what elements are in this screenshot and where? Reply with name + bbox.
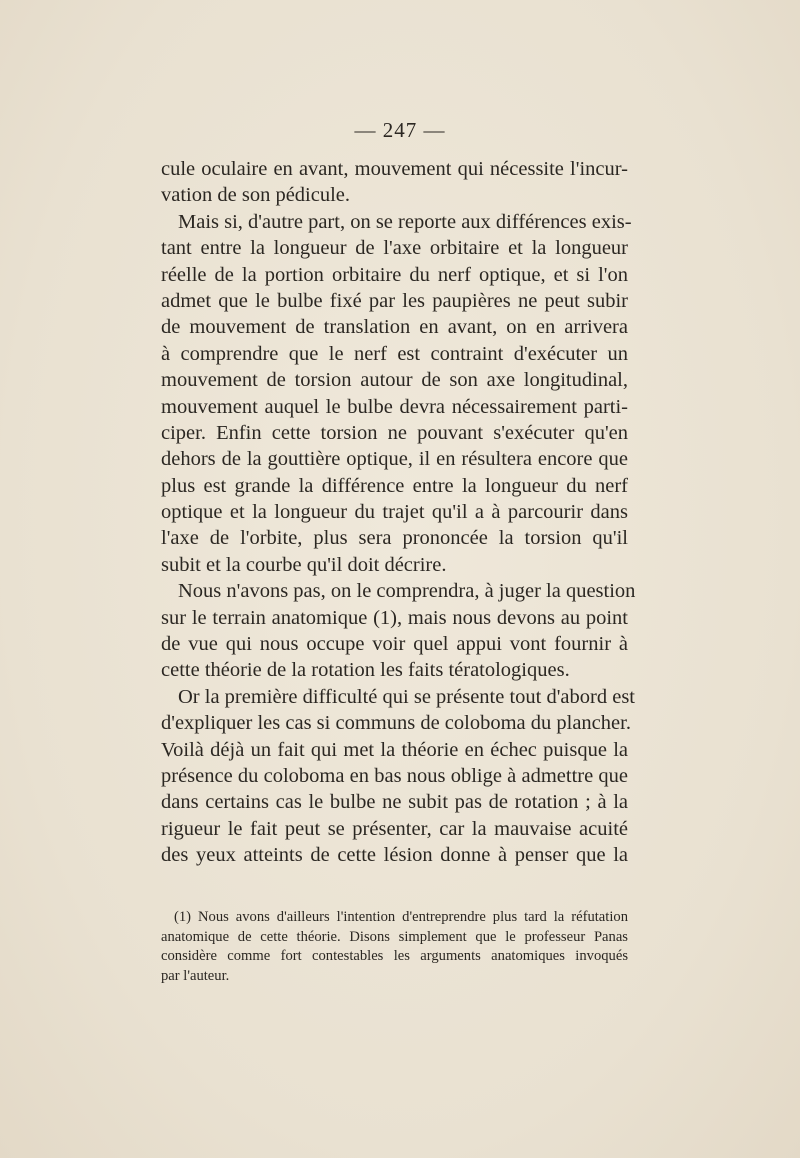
text-line: admet que le bulbe fixé par les paupières ne peut subir bbox=[161, 289, 628, 312]
footnote-line: considère comme fort contestables les arguments anatomiques invoqués bbox=[161, 948, 628, 964]
body-text bbox=[161, 156, 636, 869]
text-line: rigueur le fait peut se présenter, car la mauvaise acuité bbox=[161, 817, 628, 840]
text-line: mouvement de torsion autour de son axe longitudinal, bbox=[161, 369, 628, 392]
text-line: dans certains cas le bulbe ne subit pas de rotation ; à la bbox=[161, 791, 628, 814]
text-line: Mais si, d'autre part, on se reporte aux différences exis- bbox=[178, 210, 632, 233]
footnote-line: anatomique de cette théorie. Disons simplement que le professeur Panas bbox=[161, 928, 628, 945]
text-line: de mouvement de translation en avant, on en arrivera bbox=[161, 316, 628, 339]
text-line: ciper. Enfin cette torsion ne pouvant s'exécuter qu'en bbox=[161, 421, 628, 444]
text-line: Voilà déjà un fait qui met la théorie en échec puisque la bbox=[161, 738, 628, 761]
text-line: mouvement auquel le bulbe devra nécessairement parti- bbox=[161, 395, 628, 418]
text-line: subit et la courbe qu'il doit décrire. bbox=[161, 553, 447, 576]
text-line: à comprendre que le nerf est contraint d'exécuter un bbox=[161, 342, 628, 365]
text-line: vation de son pédicule. bbox=[161, 184, 351, 207]
text-line: de vue qui nous occupe voir quel appui vont fournir à bbox=[161, 633, 628, 656]
text-line: des yeux atteints de cette lésion donne à penser que la bbox=[161, 844, 628, 867]
text-line: Or la première difficulté qui se présente tout d'abord est bbox=[178, 685, 636, 708]
text-line: optique et la longueur du trajet qu'il a à parcourir dans bbox=[161, 501, 628, 524]
text-line: dehors de la gouttière optique, il en résultera encore que bbox=[161, 448, 628, 471]
footnote-line: par l'auteur. bbox=[161, 967, 230, 984]
text-line: présence du coloboma en bas nous oblige à admettre que bbox=[161, 764, 628, 787]
text-line: tant entre la longueur de l'axe orbitaire et la longueur bbox=[161, 237, 628, 260]
page-number: — 247 — bbox=[354, 118, 446, 142]
text-line: d'expliquer les cas si communs de coloboma du plancher. bbox=[161, 712, 631, 735]
footnotes bbox=[161, 908, 628, 986]
text-line: cule oculaire en avant, mouvement qui nécessite l'incur- bbox=[161, 158, 628, 180]
text-line: Nous n'avons pas, on le comprendra, à juger la question bbox=[178, 580, 636, 603]
text-line: cette théorie de la rotation les faits tératologiques. bbox=[161, 659, 570, 682]
text-line: sur le terrain anatomique (1), mais nous devons au point bbox=[161, 606, 628, 629]
text-line: plus est grande la différence entre la longueur du nerf bbox=[161, 474, 628, 497]
text-line: l'axe de l'orbite, plus sera prononcée la torsion qu'il bbox=[161, 527, 628, 550]
text-line: réelle de la portion orbitaire du nerf optique, et si l'on bbox=[161, 263, 628, 286]
footnote-line: (1) Nous avons d'ailleurs l'intention d'entreprendre plus tard la réfutation bbox=[174, 909, 628, 925]
